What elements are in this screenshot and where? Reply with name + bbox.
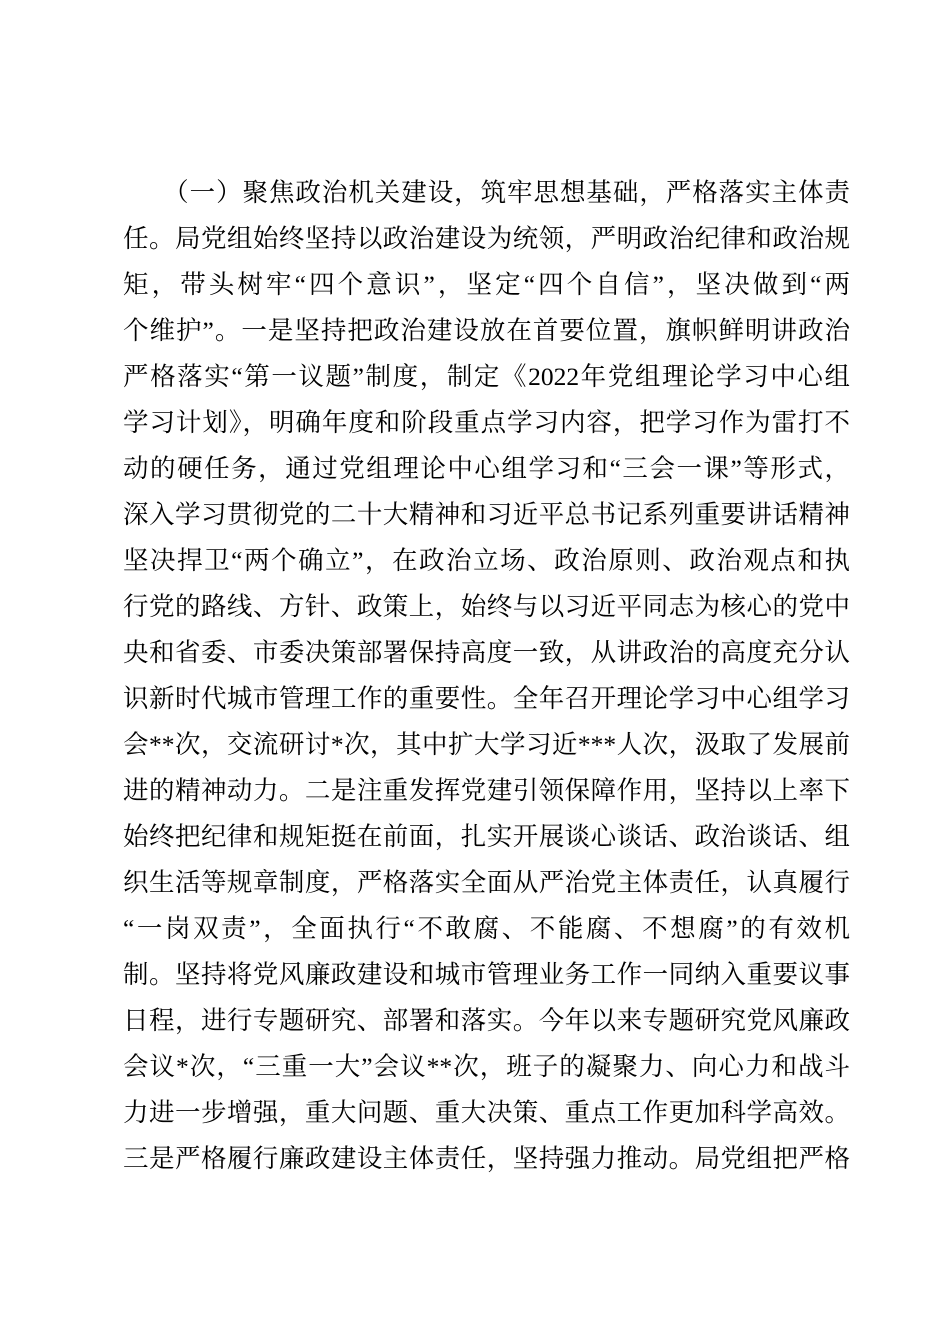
text-line: 个维护”。一是坚持把政治建设放在首要位置，旗帜鲜明讲政治 (123, 316, 850, 345)
text-line: 三是严格履行廉政建设主体责任，坚持强力推动。局党组把严格 (123, 1144, 850, 1173)
body-paragraph (123, 170, 850, 1182)
text-line: 力进一步增强，重大问题、重大决策、重点工作更加科学高效。 (123, 1098, 850, 1127)
text-line: 学习计划》，明确年度和阶段重点学习内容，把学习作为雷打不 (123, 408, 850, 437)
text-line: 会议*次，“三重一大”会议**次，班子的凝聚力、向心力和战斗 (123, 1052, 850, 1081)
text-line: 始终把纪律和规矩挺在前面，扎实开展谈心谈话、政治谈话、组 (123, 822, 850, 851)
text-line: 日程，进行专题研究、部署和落实。今年以来专题研究党风廉政 (123, 1006, 850, 1035)
text-line: 矩，带头树牢“四个意识”，坚定“四个自信”，坚决做到“两 (123, 270, 850, 299)
text-line: 央和省委、市委决策部署保持高度一致，从讲政治的高度充分认 (123, 638, 850, 667)
text-line: 制。坚持将党风廉政建设和城市管理业务工作一同纳入重要议事 (123, 960, 850, 989)
text-line: 行党的路线、方针、政策上，始终与以习近平同志为核心的党中 (123, 592, 850, 621)
text-line: 会**次，交流研讨*次，其中扩大学习近***人次，汲取了发展前 (123, 730, 850, 759)
text-line: 织生活等规章制度，严格落实全面从严治党主体责任，认真履行 (123, 868, 850, 897)
text-line: 进的精神动力。二是注重发挥党建引领保障作用，坚持以上率下 (123, 776, 850, 805)
text-line: 深入学习贯彻党的二十大精神和习近平总书记系列重要讲话精神 (123, 500, 850, 529)
text-line: 坚决捍卫“两个确立”，在政治立场、政治原则、政治观点和执 (123, 546, 850, 575)
text-line: 任。局党组始终坚持以政治建设为统领，严明政治纪律和政治规 (123, 224, 850, 253)
text-line: 严格落实“第一议题”制度，制定《2022年党组理论学习中心组 (123, 362, 850, 391)
text-line: （一）聚焦政治机关建设，筑牢思想基础，严格落实主体责 (123, 178, 850, 207)
text-line: 识新时代城市管理工作的重要性。全年召开理论学习中心组学习 (123, 684, 850, 713)
text-line: “一岗双责”，全面执行“不敢腐、不能腐、不想腐”的有效机 (123, 914, 850, 943)
text-line: 动的硬任务，通过党组理论中心组学习和“三会一课”等形式， (123, 454, 850, 483)
